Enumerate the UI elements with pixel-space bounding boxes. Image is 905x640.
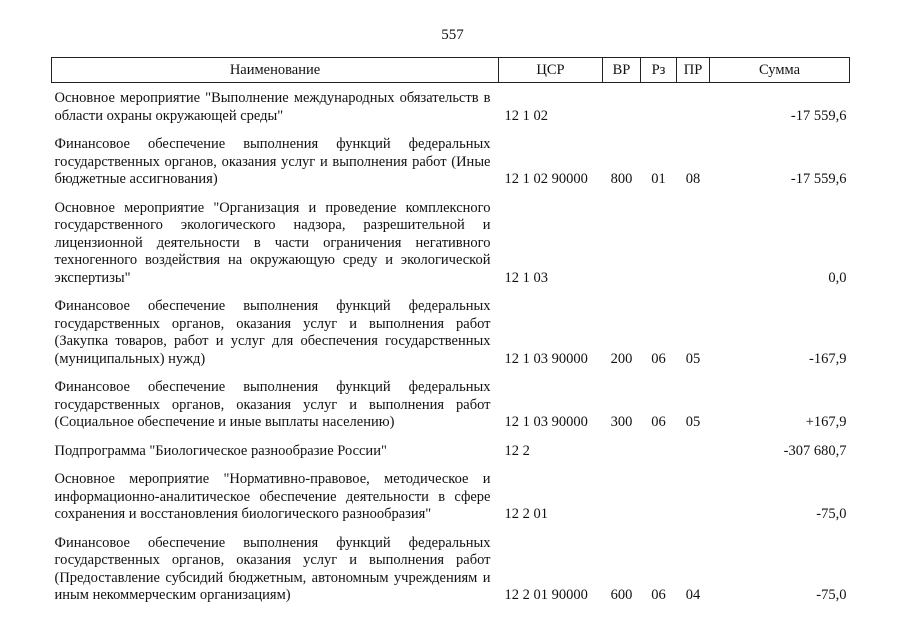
table-header <box>52 58 850 83</box>
cell-csr: 12 1 03 90000 <box>504 414 588 430</box>
cell-vr: 800 <box>610 171 633 187</box>
cell-pr: 04 <box>685 587 701 603</box>
budget-table <box>51 57 850 609</box>
header-sum: Сумма <box>710 58 850 83</box>
header-pr: ПР <box>677 58 710 83</box>
table-row <box>52 193 850 292</box>
cell-name: Подпрограмма "Биологическое разнообразие России" <box>54 442 387 459</box>
cell-pr <box>677 464 710 528</box>
cell-pr <box>677 193 710 292</box>
cell-csr: 12 1 02 <box>504 107 548 124</box>
cell-vr <box>603 464 641 528</box>
header-csr: ЦСР <box>499 58 603 83</box>
cell-rz <box>641 193 677 292</box>
cell-rz: 06 <box>651 587 666 603</box>
table-row <box>52 129 850 193</box>
cell-csr: 12 1 03 <box>504 269 548 286</box>
cell-name: Финансовое обеспечение выполнения функций федеральных государственных органов, оказания услуг и выполнения работ (Предоставление субсидий бюджетным, автономным учреждениям и иным некоммерческим организациям) <box>54 534 491 603</box>
page-number: 557 <box>441 27 464 43</box>
table-row <box>52 372 850 436</box>
cell-sum: -17 559,6 <box>790 107 847 124</box>
cell-rz <box>641 83 677 130</box>
cell-name: Основное мероприятие "Нормативно-правовое, методическое и информационно-аналитическое обеспечение деятельности в сфере сохранения и восстановления биологического разнообразия" <box>54 471 491 522</box>
cell-sum: +167,9 <box>805 414 847 430</box>
cell-sum: -307 680,7 <box>783 442 847 459</box>
cell-sum: -17 559,6 <box>790 171 847 187</box>
cell-csr: 12 1 03 90000 <box>504 350 588 367</box>
cell-rz: 06 <box>651 414 666 430</box>
cell-name: Основное мероприятие "Организация и проведение комплексного государственного экологического надзора, разрешительной и лицензионной деятельности в части ограничения негативного техногенного воздействия на окружающую среду и экологической экспертизы" <box>54 199 491 286</box>
cell-pr: 05 <box>685 414 701 430</box>
cell-pr: 05 <box>685 350 701 367</box>
table-row <box>52 291 850 372</box>
cell-pr <box>677 83 710 130</box>
cell-rz: 06 <box>651 350 666 367</box>
table-row <box>52 83 850 130</box>
cell-sum: 0,0 <box>828 269 847 286</box>
cell-csr: 12 1 02 90000 <box>504 171 588 187</box>
cell-vr <box>603 83 641 130</box>
cell-name: Финансовое обеспечение выполнения функций федеральных государственных органов, оказания услуг и выполнения работ (Социальное обеспечение и иные выплаты населению) <box>54 379 491 430</box>
cell-pr: 08 <box>685 171 701 187</box>
cell-csr: 12 2 <box>504 442 530 459</box>
cell-csr: 12 2 01 <box>504 506 548 522</box>
cell-sum: -75,0 <box>816 587 847 603</box>
cell-vr: 200 <box>610 350 633 367</box>
cell-vr: 600 <box>610 587 633 603</box>
header-name: Наименование <box>52 58 499 83</box>
cell-sum: -167,9 <box>809 350 847 367</box>
cell-name: Основное мероприятие "Выполнение международных обязательств в области охраны окружающей среды" <box>54 90 491 124</box>
cell-name: Финансовое обеспечение выполнения функций федеральных государственных органов, оказания услуг и выполнения работ (Закупка товаров, работ и услуг для обеспечения государственных (муниципальных) нужд) <box>54 298 491 367</box>
header-vr: ВР <box>603 58 641 83</box>
cell-sum: -75,0 <box>816 506 847 522</box>
cell-vr <box>603 193 641 292</box>
cell-rz <box>641 436 677 465</box>
cell-csr: 12 2 01 90000 <box>504 587 588 603</box>
table-row <box>52 436 850 465</box>
table-row <box>52 464 850 528</box>
table-row <box>52 528 850 609</box>
cell-vr: 300 <box>610 414 633 430</box>
table-body <box>52 83 850 609</box>
cell-vr <box>603 436 641 465</box>
cell-rz: 01 <box>651 171 666 187</box>
header-rz: Рз <box>641 58 677 83</box>
cell-pr <box>677 436 710 465</box>
cell-rz <box>641 464 677 528</box>
cell-name: Финансовое обеспечение выполнения функций федеральных государственных органов, оказания услуг и выполнения работ (Иные бюджетные ассигнования) <box>54 136 491 187</box>
